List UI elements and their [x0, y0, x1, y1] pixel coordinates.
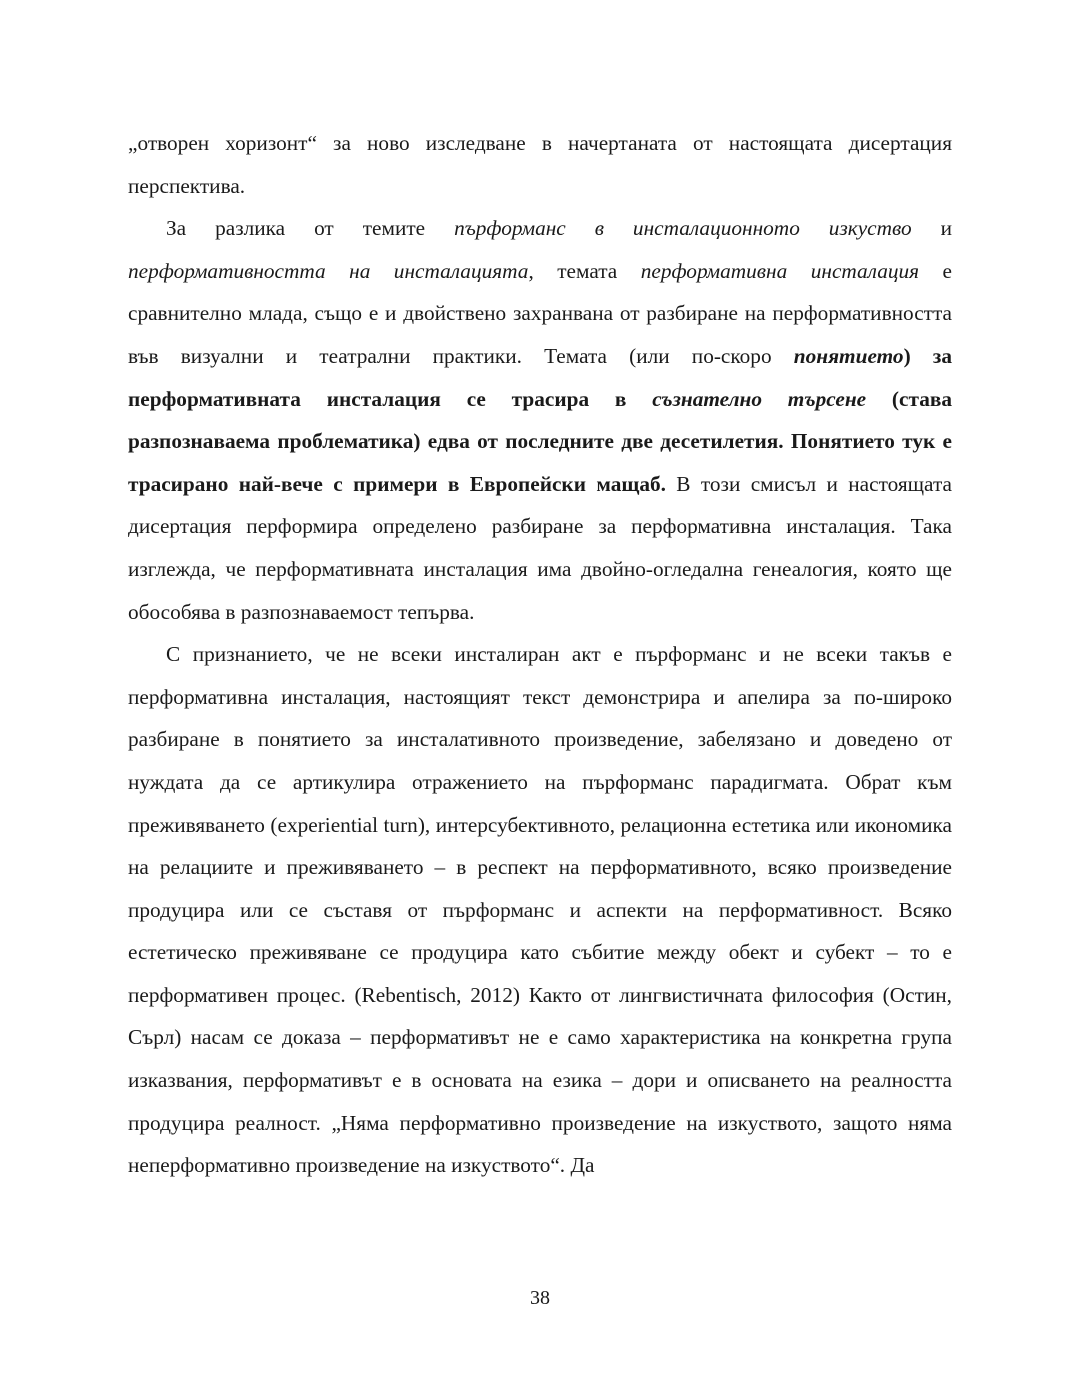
- text-run: и: [911, 216, 952, 241]
- italic-term: перформативна инсталация: [640, 258, 920, 283]
- page-number: 38: [530, 1287, 550, 1309]
- text-run: За разлика от темите: [166, 216, 455, 241]
- paragraph-3: [128, 633, 952, 1187]
- bold-text-run: ) за перформативната инсталация се трасира в: [128, 343, 953, 411]
- paragraph-1: [128, 122, 952, 207]
- italic-term: пърформанс в инсталационното изкуство: [454, 216, 912, 241]
- paragraph-1-text: „отворен хоризонт“ за ново изследване в начертаната от настоящата дисертация перспектива.: [128, 131, 952, 198]
- italic-term: перформативността на инсталацията: [128, 258, 529, 283]
- text-run: е сравнително млада, също е и двойствено захранвана от разбиране на перформативността във визуални и театрални практики. Темата (или по-скоро: [128, 258, 952, 368]
- paragraph-3-text: С признанието, че не всеки инсталиран акт е пърформанс и не всеки такъв е перформативна инсталация, настоящият текст демонстрира и апелира за по-широко разбиране в понятието за инсталативното произведение, забелязано и доведено от нуждата да се артикулира отражението на пърформанс парадигмата. Обрат към преживяването (experiential turn), интерсубективното, релационна естетика или икономика на релациите и преживяването – в респект на перформативното, всяко произведение продуцира или се съставя от пърформанс и аспекти на перформативност. Всяко естетическо преживяване се продуцира като събитие между обект и субект – то е перформативен процес. (Rebentisch, 2012) Както от лингвистичната философия (Остин, Сърл) насам се доказа – перформативът не е само характеристика на конкретна група изказвания, перформативът е в основата на езика – дори и описването на реалността продуцира реалност. „Няма перформативно произведение на изкуството, защото няма неперформативно произведение на изкуството“. Да: [128, 642, 952, 1178]
- bold-italic-term: понятието: [793, 343, 904, 368]
- text-run: В този смисъл и настоящата дисертация перформира определено разбиране за перформативна инсталация. Така изглежда, че перформативната инсталация има двойно-огледална генеалогия, която ще обособява в разпознаваемост тепърва.: [128, 471, 952, 624]
- body-text: [128, 122, 952, 1187]
- bold-italic-term: съзнателно търсене: [652, 386, 867, 411]
- bold-text-run: (става разпознаваема проблематика) едва от последните две десетилетия. Понятието тук е трасирано най-вече с примери в Европейски мащаб.: [128, 386, 952, 496]
- paragraph-2: [128, 207, 952, 633]
- text-run: , темата: [528, 258, 641, 283]
